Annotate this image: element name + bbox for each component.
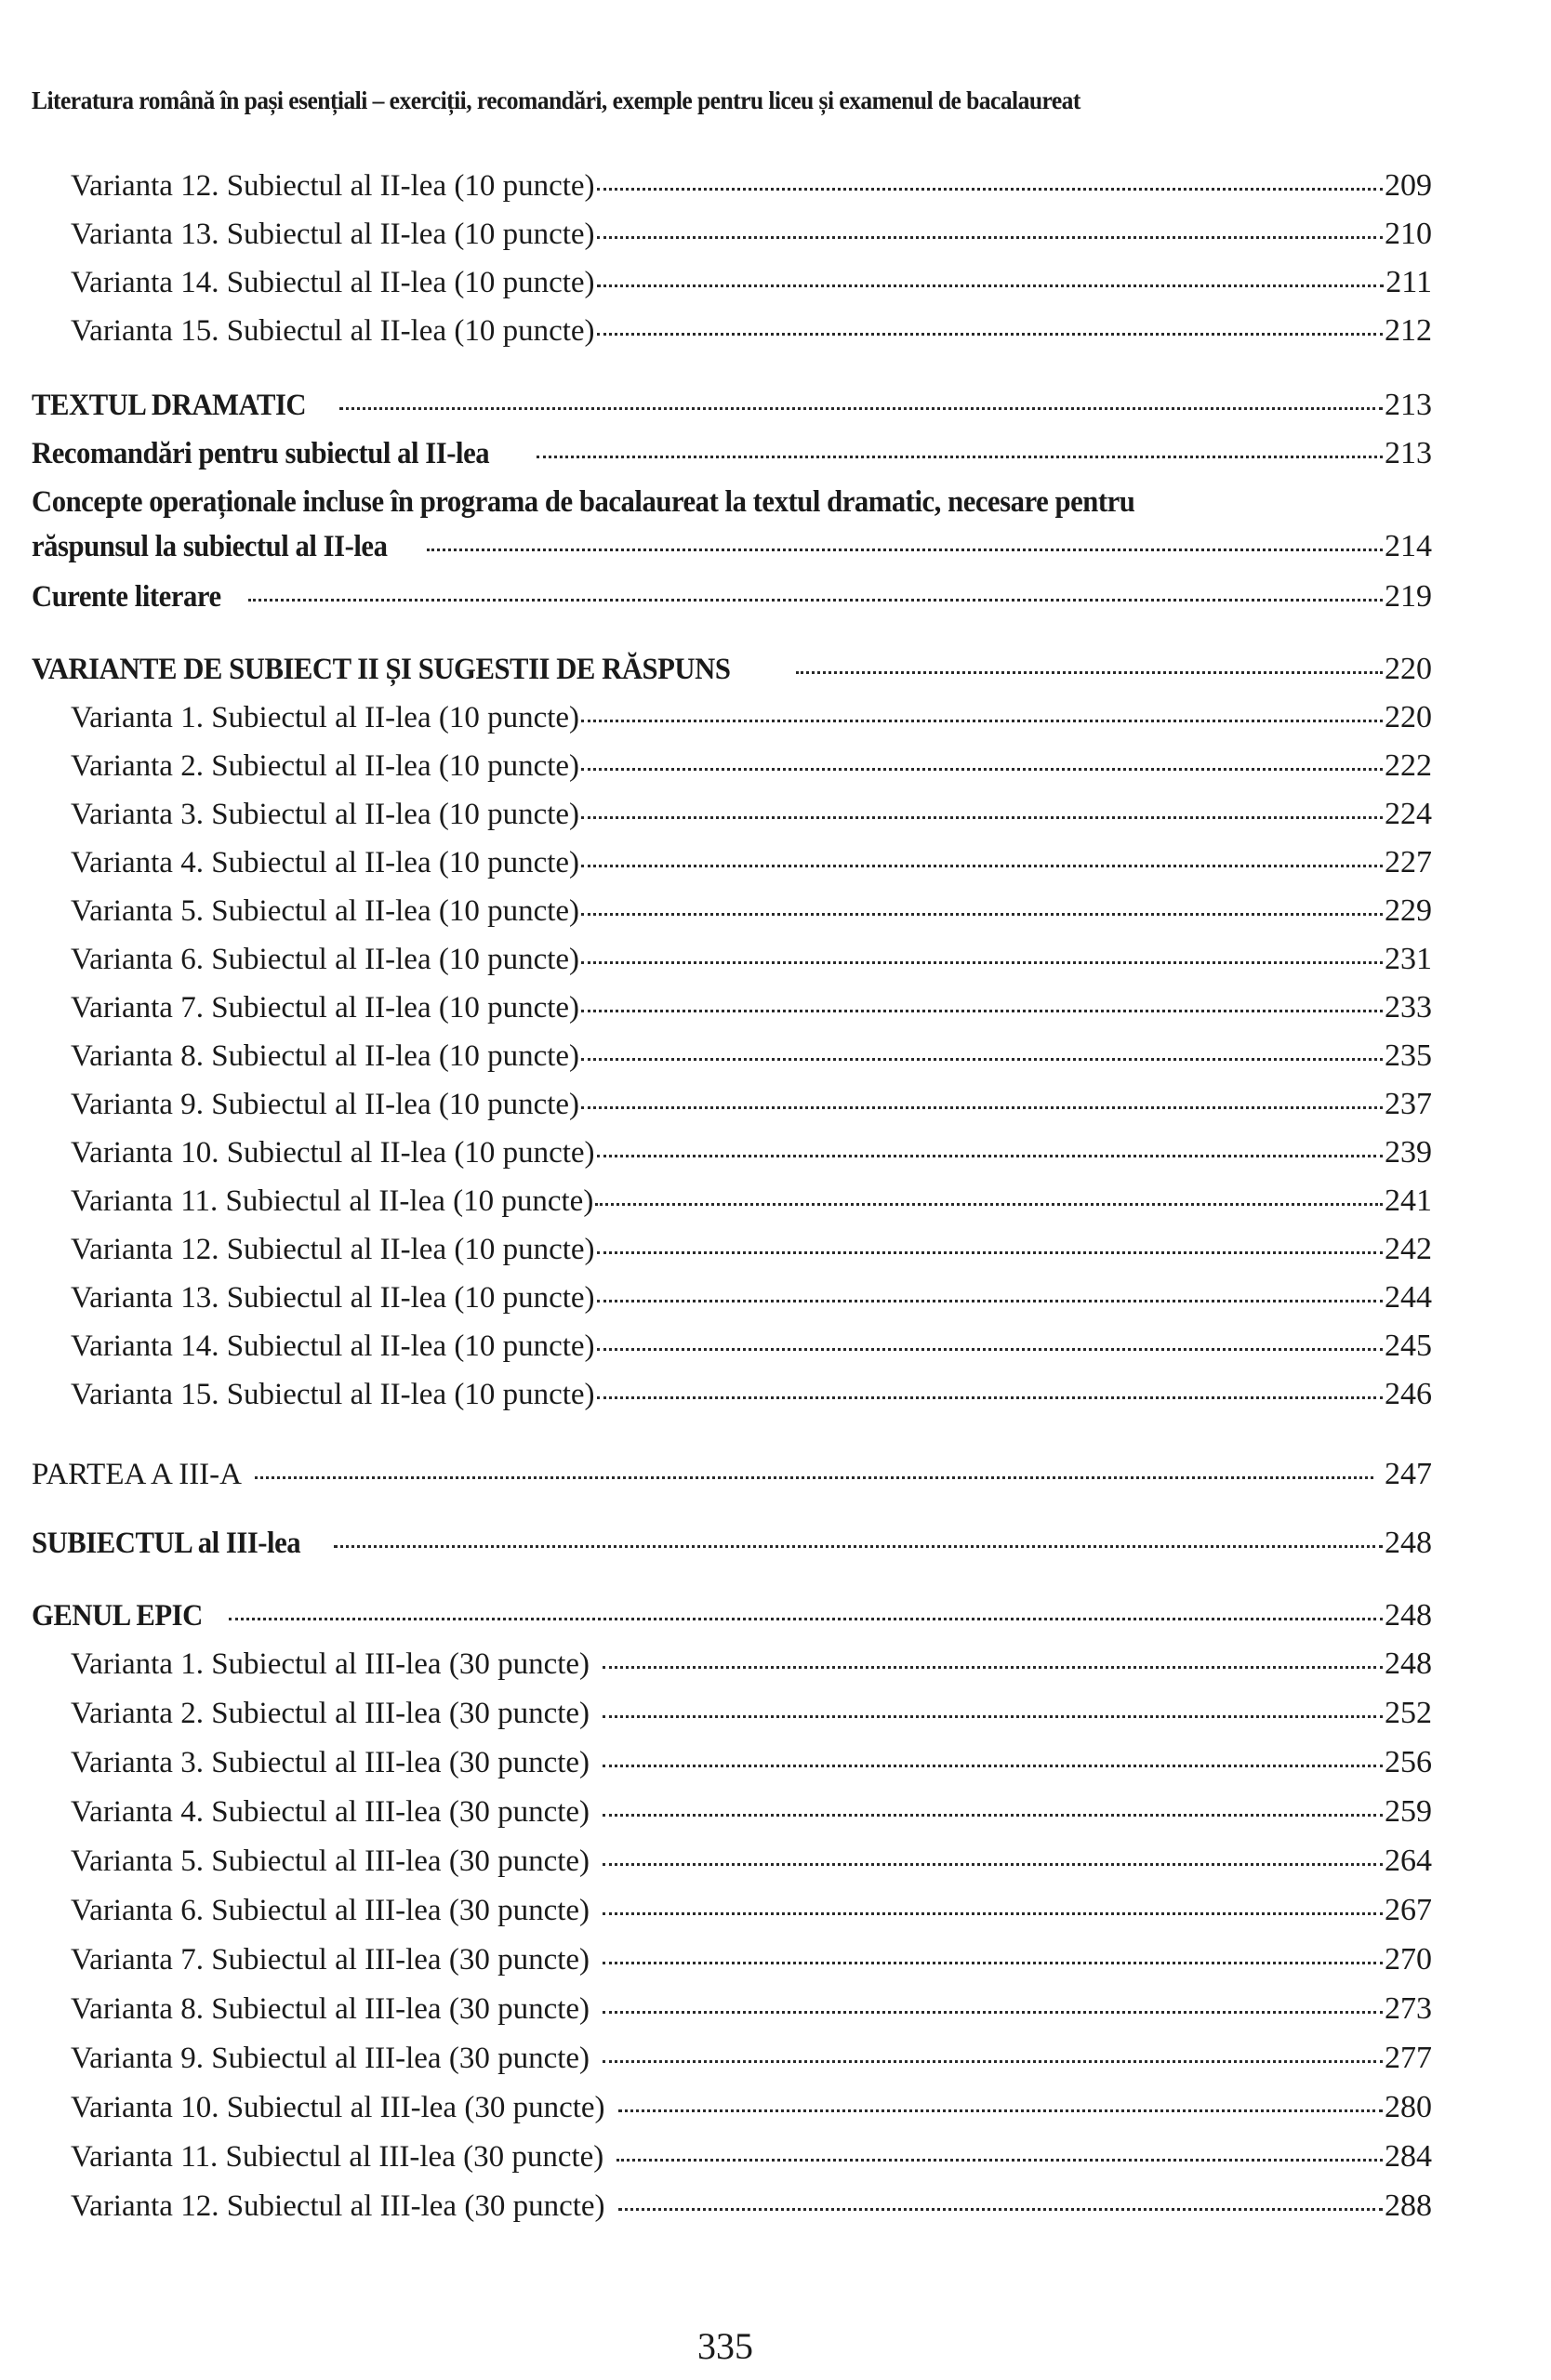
dot-leader: [603, 1715, 1383, 1718]
toc-entry[interactable]: [71, 1376, 1432, 1413]
toc-entry[interactable]: [71, 1279, 1432, 1316]
toc-entry-label: Varianta 7. Subiectul al II-lea (10 puncte): [71, 991, 580, 1025]
toc-entry-page: 267: [1385, 1893, 1432, 1927]
toc-entry-page: 214: [1385, 529, 1432, 563]
toc-entry[interactable]: [71, 1695, 1432, 1732]
toc-entry-label: Varianta 14. Subiectul al II-lea (10 puncte): [71, 1329, 595, 1363]
dot-leader: [603, 1765, 1383, 1767]
toc-entry-label: Varianta 2. Subiectul al III-lea (30 puncte): [71, 1697, 590, 1730]
toc-entry[interactable]: [71, 796, 1432, 833]
dot-leader: [581, 1058, 1383, 1061]
toc-entry-recomandari[interactable]: [32, 435, 1432, 472]
dot-leader: [603, 1814, 1383, 1817]
toc-entry[interactable]: [71, 2089, 1432, 2126]
dot-leader: [248, 599, 1383, 602]
toc-heading-textul-dramatic[interactable]: [32, 387, 1432, 424]
toc-entry-label: Varianta 11. Subiectul al III-lea (30 puncte): [71, 2140, 604, 2174]
toc-entry-label: TEXTUL DRAMATIC: [32, 389, 307, 422]
toc-entry-label: Curente literare: [32, 580, 221, 614]
toc-entry[interactable]: [71, 167, 1432, 205]
dot-leader: [537, 456, 1383, 458]
toc-entry-label: Varianta 15. Subiectul al II-lea (10 puncte): [71, 314, 595, 348]
toc-entry-label: Varianta 12. Subiectul al III-lea (30 puncte): [71, 2189, 605, 2223]
dot-leader: [597, 1300, 1383, 1302]
dot-leader: [581, 720, 1383, 722]
toc-entry-page: 280: [1385, 2090, 1432, 2124]
toc-entry-page: 213: [1385, 436, 1432, 470]
toc-entry-page: 227: [1385, 845, 1432, 879]
toc-entry-label: Varianta 6. Subiectul al II-lea (10 puncte): [71, 943, 580, 976]
toc-entry-label: Varianta 7. Subiectul al III-lea (30 puncte): [71, 1943, 590, 1977]
dot-leader: [581, 961, 1383, 964]
dot-leader: [427, 549, 1383, 551]
dot-leader: [597, 1251, 1383, 1254]
dot-leader: [603, 1863, 1383, 1866]
toc-entry[interactable]: [71, 844, 1432, 881]
toc-entry-label: Varianta 11. Subiectul al II-lea (10 puncte): [71, 1184, 594, 1218]
toc-entry-page: 231: [1385, 942, 1432, 976]
toc-entry-page: 248: [1385, 1646, 1432, 1681]
dot-leader: [255, 1476, 1373, 1479]
toc-entry-label: SUBIECTUL al III-lea: [32, 1527, 301, 1560]
toc-entry[interactable]: [71, 1231, 1432, 1268]
dot-leader: [581, 1010, 1383, 1012]
toc-entry-page: 248: [1385, 1598, 1432, 1633]
toc-entry[interactable]: [71, 747, 1432, 785]
toc-entry-label: Varianta 3. Subiectul al III-lea (30 puncte): [71, 1746, 590, 1779]
dot-leader: [581, 865, 1383, 867]
dot-leader: [618, 2208, 1383, 2211]
toc-entry-page: 256: [1385, 1745, 1432, 1779]
toc-entry[interactable]: [71, 1183, 1432, 1220]
dot-leader: [597, 1396, 1383, 1399]
toc-entry[interactable]: [71, 1941, 1432, 1978]
toc-entry[interactable]: [71, 1892, 1432, 1929]
toc-entry-page: 284: [1385, 2139, 1432, 2174]
dot-leader: [603, 1962, 1383, 1964]
toc-entry[interactable]: [71, 1793, 1432, 1831]
toc-entry-page: 210: [1385, 217, 1432, 251]
toc-entry-page: 288: [1385, 2188, 1432, 2223]
toc-entry-page: 277: [1385, 2041, 1432, 2075]
toc-entry-label: Varianta 13. Subiectul al II-lea (10 puncte): [71, 1281, 595, 1315]
toc-entry-label: Varianta 12. Subiectul al II-lea (10 puncte): [71, 169, 595, 203]
toc-entry-label: Varianta 8. Subiectul al III-lea (30 puncte): [71, 1992, 590, 2026]
dot-leader: [597, 236, 1383, 239]
toc-entry-page: 241: [1385, 1183, 1432, 1218]
toc-entry[interactable]: [71, 1990, 1432, 2028]
dot-leader: [339, 407, 1383, 410]
toc-entry-label: Varianta 15. Subiectul al II-lea (10 puncte): [71, 1378, 595, 1411]
toc-entry-page: 213: [1385, 388, 1432, 422]
dot-leader: [597, 1348, 1383, 1351]
toc-entry-page: 220: [1385, 652, 1432, 686]
toc-entry-page: 248: [1385, 1526, 1432, 1560]
toc-entry-page: 242: [1385, 1232, 1432, 1266]
toc-entry-label: Varianta 10. Subiectul al II-lea (10 puncte): [71, 1136, 595, 1170]
toc-entry-label: Varianta 4. Subiectul al III-lea (30 puncte): [71, 1795, 590, 1829]
toc-entry-label: PARTEA A III-A: [32, 1458, 242, 1491]
dot-leader: [581, 1106, 1383, 1109]
running-header: Literatura română în pași esențiali – exerciții, recomandări, exemple pentru liceu și examenul de bacalaureat: [32, 86, 1080, 114]
toc-entry-label: Varianta 1. Subiectul al III-lea (30 puncte): [71, 1647, 590, 1681]
toc-entry-label: Varianta 4. Subiectul al II-lea (10 puncte): [71, 846, 580, 879]
toc-entry-page: 219: [1385, 579, 1432, 614]
dot-leader: [597, 333, 1383, 336]
toc-entry-page: 246: [1385, 1377, 1432, 1411]
toc-entry-label: GENUL EPIC: [32, 1599, 203, 1633]
dot-leader: [595, 1203, 1383, 1206]
toc-entry[interactable]: [71, 941, 1432, 978]
toc-entry-page: 270: [1385, 1942, 1432, 1977]
toc-entry-label: Varianta 2. Subiectul al II-lea (10 puncte): [71, 749, 580, 783]
dot-leader: [618, 2109, 1383, 2112]
toc-entry-label: Varianta 6. Subiectul al III-lea (30 puncte): [71, 1894, 590, 1927]
toc-entry[interactable]: [71, 1744, 1432, 1781]
toc-entry-label: Varianta 8. Subiectul al II-lea (10 puncte): [71, 1039, 580, 1073]
dot-leader: [597, 188, 1383, 191]
toc-heading-genul-epic[interactable]: [32, 1597, 1432, 1634]
toc-entry-page: 247: [1385, 1457, 1432, 1491]
dot-leader: [597, 1155, 1383, 1157]
toc-entry-label: Varianta 5. Subiectul al II-lea (10 puncte): [71, 894, 580, 928]
dot-leader: [796, 671, 1383, 674]
toc-heading-subiectul-iii[interactable]: [32, 1525, 1432, 1562]
toc-entry-page: 239: [1385, 1135, 1432, 1170]
toc-entry[interactable]: [71, 1038, 1432, 1075]
toc-entry-page: 229: [1385, 893, 1432, 928]
toc-entry-label: Varianta 14. Subiectul al II-lea (10 puncte): [71, 266, 595, 299]
toc-entry-concepte[interactable]: [32, 528, 1432, 565]
toc-entry-concepte-line1[interactable]: Concepte operaționale incluse în programa de bacalaureat la textul dramatic, necesare pentru: [32, 485, 1135, 519]
toc-entry-label: Varianta 9. Subiectul al II-lea (10 puncte): [71, 1088, 580, 1121]
dot-leader: [603, 1666, 1383, 1669]
toc-entry[interactable]: [71, 1328, 1432, 1365]
toc-entry-curente-literare[interactable]: [32, 578, 1432, 615]
toc-entry-page: 259: [1385, 1794, 1432, 1829]
toc-entry-page: 222: [1385, 748, 1432, 783]
toc-entry-page: 220: [1385, 700, 1432, 734]
toc-entry[interactable]: [71, 892, 1432, 930]
dot-leader: [597, 284, 1385, 287]
toc-entry-label: Varianta 10. Subiectul al III-lea (30 puncte): [71, 2091, 605, 2124]
toc-entry[interactable]: [71, 1134, 1432, 1171]
toc-entry-page: 233: [1385, 990, 1432, 1025]
toc-entry-label: Varianta 9. Subiectul al III-lea (30 puncte): [71, 2042, 590, 2075]
toc-entry[interactable]: [71, 1086, 1432, 1123]
toc-entry-page: 237: [1385, 1087, 1432, 1121]
dot-leader: [581, 913, 1383, 916]
dot-leader: [581, 768, 1383, 771]
toc-entry-page: 212: [1385, 313, 1432, 348]
toc-heading-partea-a-iii-a[interactable]: [32, 1456, 1432, 1493]
toc-entry[interactable]: [71, 1646, 1432, 1683]
toc-entry[interactable]: [71, 2188, 1432, 2225]
toc-entry-page: 224: [1385, 797, 1432, 831]
toc-entry-page: 245: [1385, 1329, 1432, 1363]
dot-leader: [581, 816, 1383, 819]
toc-entry-page: 252: [1385, 1696, 1432, 1730]
toc-entry-label: răspunsul la subiectul al II-lea: [32, 530, 388, 563]
toc-entry[interactable]: [71, 2040, 1432, 2077]
toc-entry-label: Varianta 5. Subiectul al III-lea (30 puncte): [71, 1844, 590, 1878]
toc-entry-label: Varianta 3. Subiectul al II-lea (10 puncte): [71, 798, 580, 831]
toc-entry[interactable]: [71, 2138, 1432, 2175]
dot-leader: [603, 2060, 1383, 2063]
toc-entry-page: 209: [1385, 168, 1432, 203]
toc-heading-variante[interactable]: [32, 651, 1432, 688]
toc-entry[interactable]: [71, 312, 1432, 350]
dot-leader: [229, 1618, 1383, 1620]
toc-entry[interactable]: [71, 989, 1432, 1026]
toc-entry-page: 211: [1385, 265, 1432, 299]
toc-entry-label: Varianta 12. Subiectul al II-lea (10 puncte): [71, 1233, 595, 1266]
toc-entry-page: 244: [1385, 1280, 1432, 1315]
toc-entry-label: Recomandări pentru subiectul al II-lea: [32, 437, 490, 470]
toc-entry-page: 264: [1385, 1844, 1432, 1878]
toc-entry[interactable]: [71, 216, 1432, 253]
toc-entry[interactable]: [71, 1843, 1432, 1880]
toc-entry-page: 235: [1385, 1038, 1432, 1073]
toc-entry-label: VARIANTE DE SUBIECT II ȘI SUGESTII DE RĂSPUNS: [32, 653, 731, 686]
dot-leader: [616, 2159, 1383, 2162]
toc-entry-page: 273: [1385, 1991, 1432, 2026]
toc-entry-label: Varianta 13. Subiectul al II-lea (10 puncte): [71, 218, 595, 251]
toc-entry[interactable]: [71, 699, 1432, 736]
toc-entry-label: Varianta 1. Subiectul al II-lea (10 puncte): [71, 701, 580, 734]
dot-leader: [334, 1545, 1383, 1548]
toc-entry[interactable]: [71, 264, 1432, 301]
page-number: 335: [697, 2325, 753, 2367]
dot-leader: [603, 1912, 1383, 1915]
dot-leader: [603, 2011, 1383, 2014]
